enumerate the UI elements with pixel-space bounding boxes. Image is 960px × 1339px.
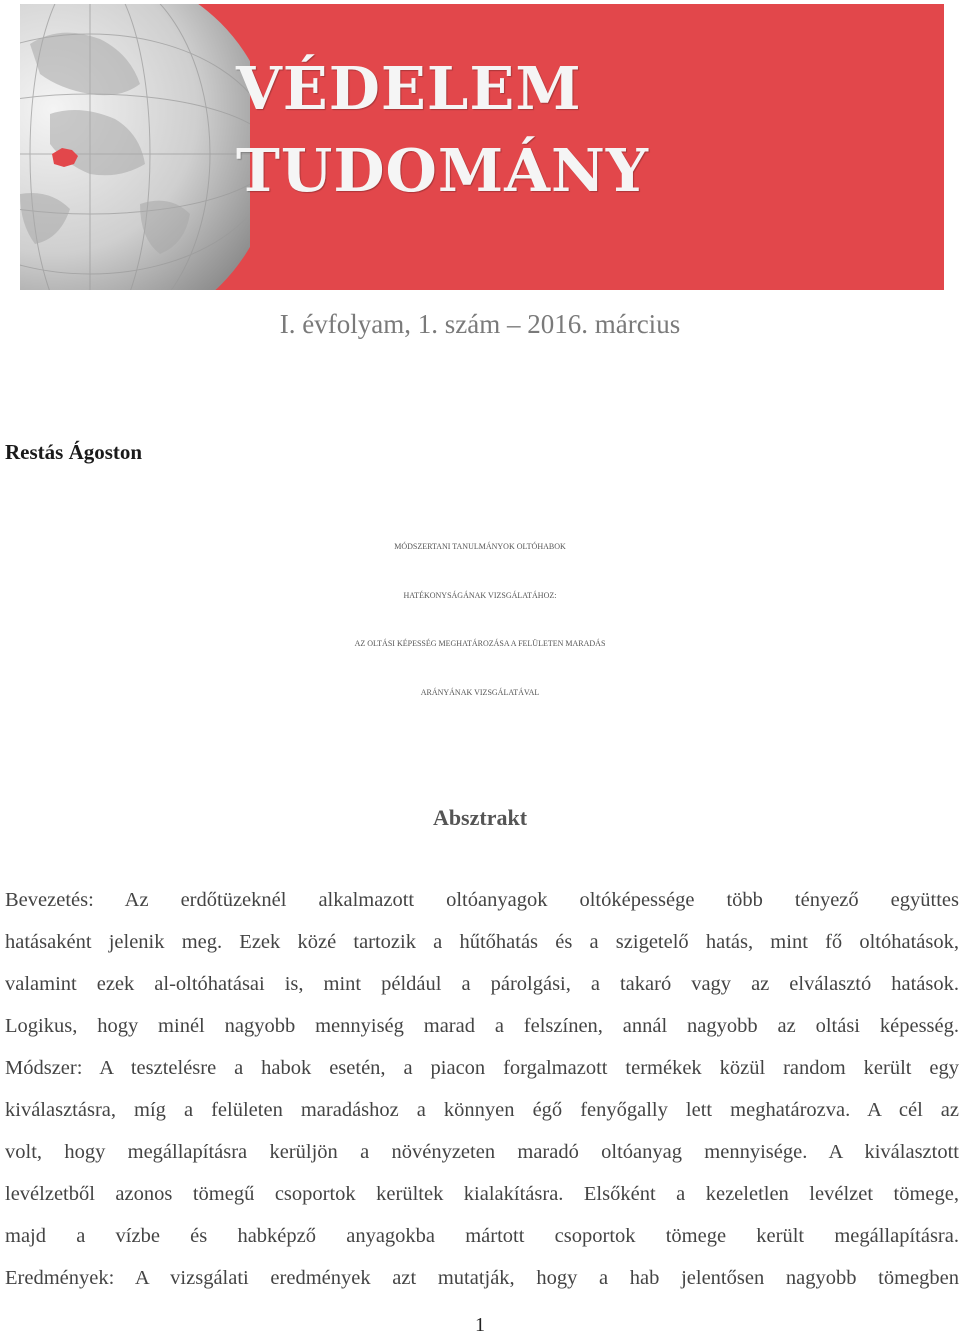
abstract-line: volt, hogy megállapításra kerüljön a növényzeten maradó oltóanyag mennyisége. A kiválasztott: [5, 1141, 959, 1163]
page-number: 1: [475, 1314, 485, 1336]
abstract-line: Eredmények: A vizsgálati eredmények azt mutatják, hogy a hab jelentősen nagyobb tömegben: [5, 1267, 959, 1289]
abstract-line: levélzetből azonos tömegű csoportok kerültek kialakításra. Elsőként a kezeletlen levélzet tömege,: [5, 1183, 959, 1205]
title-line: ARÁNYÁNAK VIZSGÁLATÁVAL: [420, 687, 540, 697]
abstract-heading: Absztrakt: [432, 805, 528, 830]
abstract-line: Módszer: A tesztelésre a habok esetén, a piacon forgalmazott termékek közül random került egy: [5, 1057, 959, 1079]
abstract-line: valamint ezek al-oltóhatásai is, mint például a párolgási, a takaró vagy az elválasztó hatások.: [5, 973, 959, 995]
globe-icon: [20, 4, 250, 290]
journal-title-line-2: TUDOMÁNY: [236, 136, 650, 205]
paper-title: [0, 523, 960, 717]
title-line: AZ OLTÁSI KÉPESSÉG MEGHATÁROZÁSA A FELÜLETEN MARADÁS: [354, 639, 606, 648]
abstract-line: Bevezetés: Az erdőtüzeknél alkalmazott oltóanyagok oltóképessége több tényező együttes: [5, 889, 959, 911]
title-line: HATÉKONYSÁGÁNAK VIZSGÁLATÁHOZ:: [403, 590, 557, 600]
journal-banner: [20, 4, 944, 290]
abstract-line: kiválasztásra, míg a felületen maradáshoz a könnyen égő fenyőgally lett meghatározva. A cél az: [5, 1099, 959, 1121]
issue-info: I. évfolyam, 1. szám – 2016. március: [279, 309, 681, 339]
title-line: MÓDSZERTANI TANULMÁNYOK OLTÓHABOK: [394, 542, 566, 551]
author-name: Restás Ágoston: [5, 440, 143, 464]
journal-title-line-1: VÉDELEM: [236, 54, 582, 123]
abstract-line: Logikus, hogy minél nagyobb mennyiség marad a felszínen, annál nagyobb az oltási képesség.: [5, 1015, 959, 1037]
abstract-line: hatásaként jelenik meg. Ezek közé tartozik a hűtőhatás és a szigetelő hatás, mint fő oltóhatások,: [5, 931, 959, 953]
abstract-body: [5, 879, 959, 1299]
abstract-line: majd a vízbe és habképző anyagokba mártott csoportok tömege került megállapításra.: [5, 1225, 959, 1247]
